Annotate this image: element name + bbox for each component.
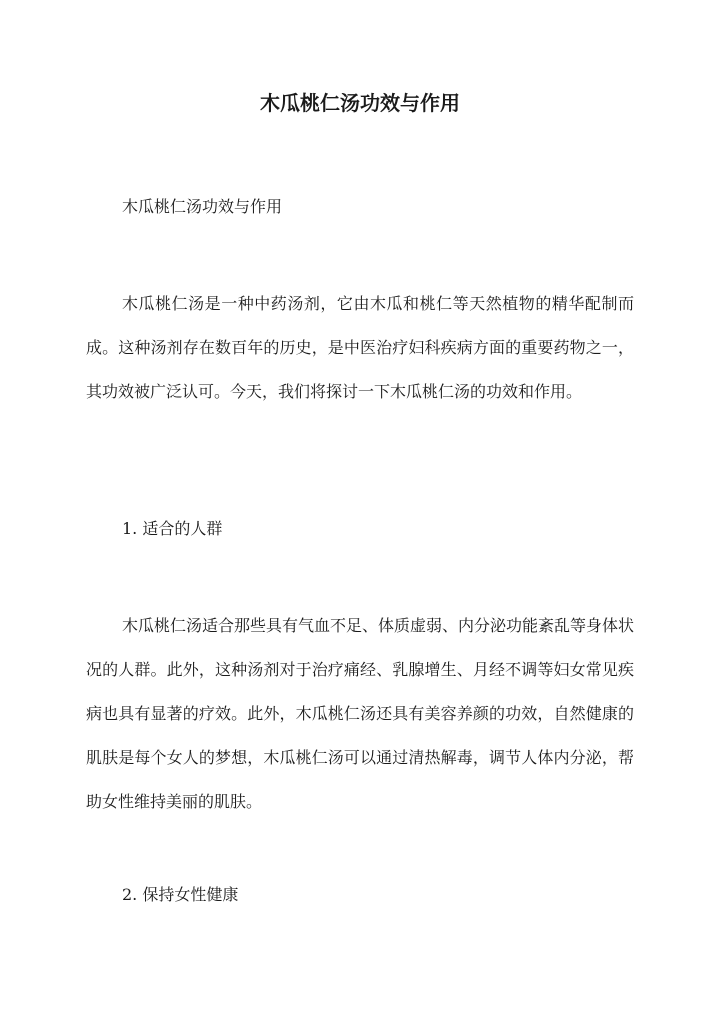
suitable-people-paragraph: 木瓜桃仁汤适合那些具有气血不足、体质虚弱、内分泌功能紊乱等身体状况的人群。此外，这种汤剂对于治疗痛经、乳腺增生、月经不调等妇女常见疾病也具有显著的疗效。此外，木瓜桃仁汤还具有美容养颜的功效，自然健康的肌肤是每个女人的梦想，木瓜桃仁汤可以通过清热解毒，调节人体内分泌，帮助女性维持美丽的肌肤。	[86, 616, 635, 811]
section-heading-women-health: 2. 保持女性健康	[122, 885, 239, 904]
section-heading-suitable-people: 1. 适合的人群	[122, 519, 223, 538]
document-subtitle: 木瓜桃仁汤功效与作用	[122, 197, 283, 216]
intro-paragraph: 木瓜桃仁汤是一种中药汤剂，它由木瓜和桃仁等天然植物的精华配制而成。这种汤剂存在数百年的历史，是中医治疗妇科疾病方面的重要药物之一，其功效被广泛认可。今天，我们将探讨一下木瓜桃仁汤的功效和作用。	[86, 294, 634, 401]
document-title: 木瓜桃仁汤功效与作用	[260, 91, 460, 115]
